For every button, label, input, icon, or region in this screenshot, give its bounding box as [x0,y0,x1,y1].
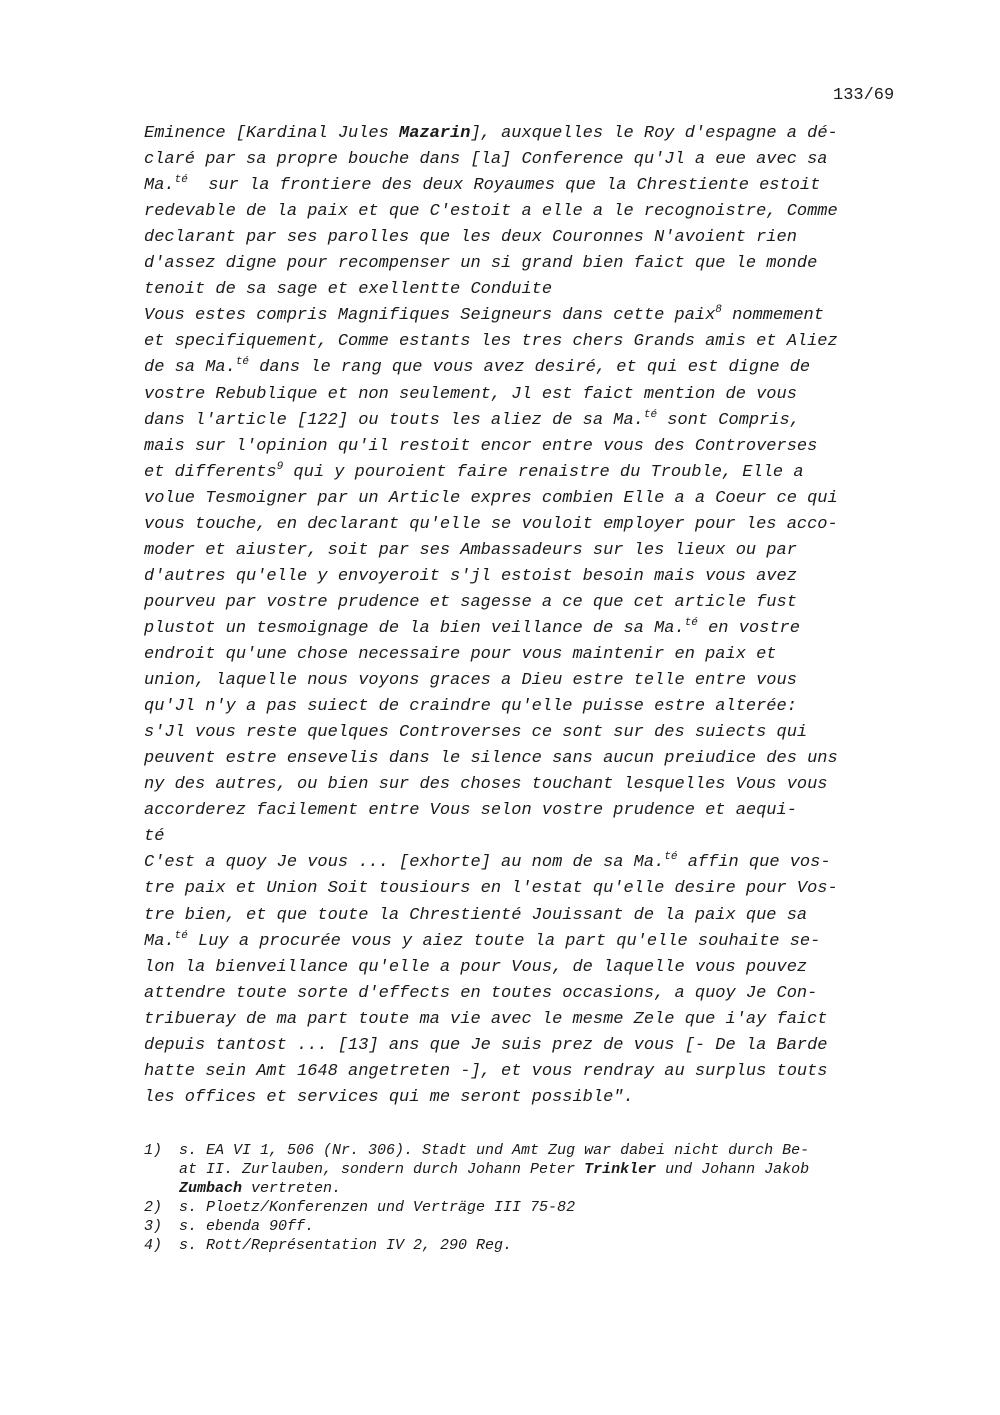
body-line [144,460,804,482]
text-segment: attendre toute sorte d'effects en toutes occasions, a quoy Je Con- [144,983,818,1003]
text-segment: s'Jl vous reste quelques Controverses ce sont sur des suiects qui [144,723,808,743]
text-segment: Vous estes compris Magnifiques Seigneurs dans cette paix [144,306,716,326]
text-segment: und Johann Jakob [656,1161,810,1178]
text-segment: et differents [144,462,277,482]
text-segment: depuis tantost ... [13] ans que Je suis prez de vous [- De la Barde [144,1035,828,1055]
footnote-line [144,1142,809,1159]
body-line [144,593,797,612]
text-segment: Ma. [144,931,175,951]
text-segment: peuvent estre ensevelis dans le silence sans aucun preiudice des uns [144,749,838,769]
text-segment: vostre Rebublique et non seulement, Jl est faict mention de vous [144,384,797,404]
footnote-line [144,1237,512,1254]
body-line [144,827,164,846]
footnote-line [144,1218,314,1235]
superscript: té [643,408,658,421]
text-segment: tenoit de sa sage et exellentte Conduite [144,280,553,300]
body-line [144,723,807,742]
body-line [144,671,797,690]
footnote-line [144,1180,341,1197]
body-line [144,567,797,586]
text-segment: ny des autres, ou bien sur des choses touchant lesquelles Vous vous [144,775,828,795]
body-line [144,437,817,456]
text-segment: s. ebenda 90ff. [179,1218,315,1235]
text-segment: at II. Zurlauben, sondern durch Johann Peter [179,1161,585,1178]
text-segment: tre paix et Union Soit tousiours en l'estat qu'elle desire pour Vos- [144,879,838,899]
body-line [144,929,821,951]
body-line [144,801,797,820]
text-segment: d'assez digne pour recompenser un si grand bien faict que le monde [144,254,818,274]
text-segment: qui y pouroient faire renaistre du Trouble, Elle a [283,462,804,482]
superscript: té [684,616,698,629]
text-segment: sont Compris, [657,410,800,430]
body-line [144,385,797,404]
footnote-number: 4) [144,1237,163,1254]
body-line [144,697,797,716]
text-segment: s. Ploetz/Konferenzen und Verträge III 75-82 [179,1199,576,1216]
superscript: té [174,929,188,942]
superscript: 8 [715,304,722,317]
text-segment: qu'Jl n'y a pas suiect de craindre qu'elle puisse estre alterée: [144,697,797,717]
text-segment: C'est a quoy Je vous ... [exhorte] au nom de sa Ma. [144,853,665,873]
text-segment: volue Tesmoigner par un Article expres combien Elle a a Coeur ce qui [144,488,838,508]
text-segment: Eminence [Kardinal Jules [144,124,400,143]
body-line [144,306,824,325]
text-segment: Ma. [144,176,175,196]
text-segment: dans le rang que vous avez desiré, et qui est digne de [249,358,811,378]
text-segment: vertreten. [242,1180,342,1197]
text-segment: claré par sa propre bouche dans [la] Conference qu'Jl a eue avec sa [144,150,828,170]
text-segment: dans l'article [122] ou touts les aliez de sa Ma. [144,410,644,430]
superscript: 9 [276,460,284,473]
text-segment: redevable de la paix et que C'estoit a elle a le recognoistre, Comme [144,202,838,222]
body-line [144,1088,634,1107]
body-line [144,176,820,195]
body-line [144,358,810,377]
footnote-line [144,1161,809,1178]
text-segment: de sa Ma. [144,358,236,378]
text-segment: tre bien, et que toute la Chrestienté Jouissant de la paix que sa [144,905,808,925]
text-segment: affin que vos- [677,853,831,873]
body-line [144,332,838,351]
text-segment: les offices et services qui me seront possible". [144,1087,634,1107]
footnote-number: 2) [144,1199,163,1216]
body-line [144,202,838,221]
text-segment: lon la bienveillance qu'elle a pour Vous, de laquelle vous pouvez [144,957,808,977]
body-line [144,489,838,508]
text-segment: Luy a procurée vous y aiez toute la part qu'elle souhaite se- [187,931,821,951]
text-segment: tribueray de ma part toute ma vie avec le mesme Zele que i'ay faict [144,1009,828,1029]
bold-name: Zumbach [179,1180,243,1197]
superscript: té [174,174,188,187]
bold-name: Trinkler [584,1161,657,1178]
footnote-number: 1) [144,1142,163,1159]
text-segment: pourveu par vostre prudence et sagesse a ce que cet article fust [144,592,797,612]
body-line [144,228,797,247]
body-line [144,958,807,977]
body-line [144,280,552,299]
superscript: té [664,851,678,864]
text-segment: en vostre [697,618,800,638]
text-segment: accorderez facilement entre Vous selon vostre prudence et aequi- [144,801,797,821]
text-segment: mais sur l'opinion qu'il restoit encor entre vous des Controverses [144,436,818,456]
body-line [144,984,817,1003]
body-line [144,645,777,664]
body-line [144,853,831,872]
text-segment: s. Rott/Représentation IV 2, 290 Reg. [179,1237,513,1254]
text-segment: nommement [721,306,824,326]
text-segment: vous touche, en declarant qu'elle se vouloit employer pour les acco- [144,514,838,534]
body-line [144,408,800,430]
body-line [144,150,828,169]
text-segment: endroit qu'une chose necessaire pour vous maintenir en paix et [144,645,777,664]
footnote-number: 3) [144,1218,163,1235]
text-segment: declarant par ses parolles que les deux Couronnes N'avoient rien [144,228,797,248]
text-segment: plustot un tesmoignage de la bien veillance de sa Ma. [144,618,685,638]
body-line [144,254,817,273]
footnote-line [144,1199,575,1216]
body-line [144,775,828,794]
body-line [144,1036,828,1055]
text-segment: hatte sein Amt 1648 angetreten -], et vous rendray au surplus touts [144,1061,828,1081]
body-line [144,906,807,925]
body-line [144,1062,828,1081]
text-segment: ], auxquelles le Roy d'espagne a dé- [470,124,838,143]
body-line [144,879,838,898]
bold-name: Mazarin [399,124,471,143]
superscript: té [235,356,250,369]
body-line [144,124,838,143]
text-segment: té [144,827,165,847]
page-number: 133/69 [833,86,895,105]
text-segment: et specifiquement, Comme estants les tres chers Grands amis et Aliez [144,332,838,352]
text-segment: sur la frontiere des deux Royaumes que la Chrestiente estoit [187,176,821,196]
body-line [144,749,838,768]
text-segment: moder et aiuster, soit par ses Ambassadeurs sur les lieux ou par [144,540,797,560]
text-segment: s. EA VI 1, 506 (Nr. 306). Stadt und Amt Zug war dabei nicht durch Be- [179,1142,810,1159]
body-line [144,515,838,534]
text-segment: d'autres qu'elle y envoyeroit s'jl estoist besoin mais vous avez [144,566,797,586]
text-segment: union, laquelle nous voyons graces a Dieu estre telle entre vous [144,671,797,691]
body-line [144,541,797,560]
body-line [144,616,800,638]
body-line [144,1010,828,1029]
